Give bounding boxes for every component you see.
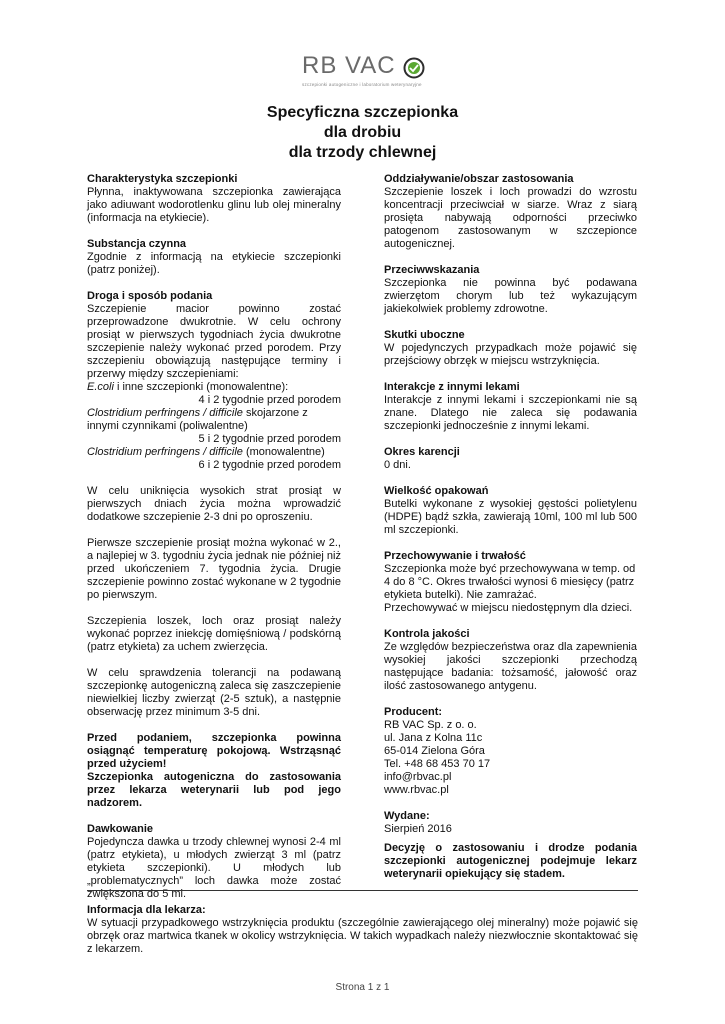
- section-heading: Informacja dla lekarza:: [87, 904, 206, 916]
- section-heading: Okres karencji: [384, 446, 460, 458]
- section-kontrola: [384, 628, 637, 693]
- section-heading: Oddziaływanie/obszar zastosowania: [384, 173, 574, 185]
- section-heading: Dawkowanie: [87, 823, 154, 835]
- producer-street: ul. Jana z Kolna 11c: [384, 732, 483, 744]
- vaccination-term: 5 i 2 tygodnie przed porodem: [198, 433, 341, 445]
- section-text: W pojedynczych przypadkach może pojawić się przejściowy obrzęk w miejscu wstrzyknięcia.: [384, 342, 637, 367]
- section-przeciwwskazania: [384, 264, 637, 316]
- section-heading: Skutki uboczne: [384, 329, 465, 341]
- section-heading: Substancja czynna: [87, 238, 187, 250]
- section-text: Płynna, inaktywowana szczepionka zawierająca jako adiuwant wodorotlenku glinu lub olej mineralny (informacja na etykiecie).: [87, 186, 341, 224]
- right-column: [384, 173, 637, 894]
- section-text: Szczepienie loszek i loch prowadzi do wzrostu koncentracji przeciwciał w siarze. Wraz z siarą prosięta nabywają odporności przeciwko patogenom zastosowanym w szczepionce autogenicznej.: [384, 186, 637, 250]
- section-wielkosc: [384, 485, 637, 537]
- title-line-1: Specyficzna szczepionka: [266, 104, 459, 121]
- warning-text: Szczepionka autogeniczna do zastosowania przez lekarza weterynarii lub pod jego nadzorem.: [87, 771, 341, 809]
- vaccination-term: 6 i 2 tygodnie przed porodem: [198, 459, 341, 471]
- issue-date: Sierpień 2016: [384, 823, 452, 835]
- section-text: 0 dni.: [384, 459, 411, 471]
- document-title: [0, 103, 725, 163]
- vaccine-type-desc: skojarzone z innymi czynnikami (poliwalentne): [87, 407, 308, 432]
- section-producent: [384, 706, 637, 797]
- section-text: Ze względów bezpieczeństwa oraz dla zapewnienia wysokiej jakości szczepionki przechodzą następujące badania: tożsamość, jałowość oraz ilość zastosowanego antygenu.: [384, 641, 637, 692]
- section-text: Szczepionka może być przechowywana w temp. od 4 do 8 °C. Okres trwałości wynosi 6 miesięcy (patrz etykieta butelki). Nie zamrażać.: [384, 563, 636, 601]
- logo-text: RB VAC: [302, 52, 396, 79]
- section-text: Zgodnie z informacją na etykiecie szczepionki (patrz poniżej).: [87, 251, 341, 276]
- section-przechowywanie: [384, 550, 637, 615]
- paragraph: Pierwsze szczepienie prosiąt można wykonać w 2., a najlepiej w 3. tygodniu życia jednak nie później niż przed ukończeniem 7. tygodnia życia. Drugie szczepienie powinno zostać wykonane w 2 tygodnie po pierwszym.: [87, 537, 341, 601]
- section-wydane: [384, 810, 637, 836]
- section-skutki: [384, 329, 637, 368]
- section-heading: Przeciwwskazania: [384, 264, 480, 276]
- section-heading: Wielkość opakowań: [384, 485, 489, 497]
- section-decyzja: [384, 842, 637, 881]
- section-droga: [87, 290, 341, 810]
- section-text: Szczepienie macior powinno zostać przeprowadzone dwukrotnie. W celu ochrony prosiąt w pierwszych tygodniach życia dwukrotne szczepienie należy wykonać przed porodem. Przy szczepieniu obowiązują następujące terminy i przerwy między szczepieniami:: [87, 303, 341, 380]
- section-heading: Droga i sposób podania: [87, 290, 213, 302]
- section-heading: Producent:: [384, 706, 443, 718]
- pathogen-name: Clostridium perfringens / difficile: [87, 407, 243, 419]
- section-text: Pojedyncza dawka u trzody chlewnej wynosi 2-4 ml (patrz etykieta), u młodych zwierząt 3 ml (patrz etykieta szczepionki). U młodych lub „problematycznych” loch dawka może zostać zwiększona do 5 ml.: [87, 836, 341, 900]
- section-heading: Charakterystyka szczepionki: [87, 173, 238, 185]
- section-substancja: [87, 238, 341, 277]
- paragraph: W celu sprawdzenia tolerancji na podawaną szczepionkę autogeniczną zaleca się zaszczepienie niewielkiej liczby zwierząt (2-5 sztuk), a następnie obserwację przez minimum 3-5 dni.: [87, 667, 341, 718]
- section-heading: Wydane:: [384, 810, 430, 822]
- producer-website: www.rbvac.pl: [384, 784, 449, 796]
- producer-phone: Tel. +48 68 453 70 17: [384, 758, 491, 770]
- producer-city: 65-014 Zielona Góra: [384, 745, 485, 757]
- divider: [87, 890, 638, 891]
- vaccine-type-2: [87, 407, 341, 433]
- paragraph: W celu uniknięcia wysokich strat prosiąt w pierwszych dniach życia można wprowadzić dodatkowe szczepienie 2-3 dni po oproszeniu.: [87, 485, 341, 523]
- producer-name: RB VAC Sp. z o. o.: [384, 719, 477, 731]
- section-heading: Przechowywanie i trwałość: [384, 550, 526, 562]
- section-karencja: [384, 446, 637, 472]
- vaccine-type-desc: (monowalentne): [242, 446, 325, 458]
- page-number: Strona 1 z 1: [335, 982, 390, 993]
- title-line-3: dla trzody chlewnej: [288, 144, 437, 161]
- company-logo: [302, 52, 432, 92]
- section-text: Przechowywać w miejscu niedostępnym dla dzieci.: [384, 602, 633, 614]
- vaccination-term: 4 i 2 tygodnie przed porodem: [198, 394, 341, 406]
- section-charakterystyka: [87, 173, 341, 225]
- vaccine-type-1: [87, 381, 341, 394]
- logo-mark-icon: [403, 57, 425, 79]
- section-text: W sytuacji przypadkowego wstrzyknięcia produktu (szczególnie zawierającego olej mineralny) może pojawić się obrzęk oraz martwica tkanek w okolicy wstrzyknięcia. W takich wypadkach należy niezwłocznie skontaktować się z lekarzem.: [87, 917, 638, 955]
- producer-email: info@rbvac.pl: [384, 771, 452, 783]
- section-interakcje: [384, 381, 637, 433]
- logo-subtitle: szczepionki autogeniczne i laboratorium weterynaryjne: [302, 82, 422, 87]
- left-column: [87, 173, 341, 914]
- warning-text: Przed podaniem, szczepionka powinna osiągnąć temperaturę pokojową. Wstrząsnąć przed użyciem!: [87, 732, 341, 770]
- section-heading: Kontrola jakości: [384, 628, 470, 640]
- section-oddzialywanie: [384, 173, 637, 251]
- pathogen-name: E.coli: [87, 381, 114, 393]
- doctor-info: [87, 904, 638, 956]
- section-text: Szczepionka nie powinna być podawana zwierzętom chorym lub też wykazującym jakiekolwiek problemy zdrowotne.: [384, 277, 637, 315]
- title-line-2: dla drobiu: [323, 124, 402, 141]
- paragraph: Szczepienia loszek, loch oraz prosiąt należy wykonać poprzez iniekcję domięśniową / podskórną (patrz etykieta) za uchem zwierzęcia.: [87, 615, 341, 653]
- vaccine-type-desc: i inne szczepionki (monowalentne):: [113, 381, 289, 393]
- section-text: Butelki wykonane z wysokiej gęstości polietylenu (HDPE) bądź szkła, zawierają 10ml, 100 ml lub 500 ml szczepionki.: [384, 498, 637, 536]
- section-heading: Interakcje z innymi lekami: [384, 381, 520, 393]
- pathogen-name: Clostridium perfringens / difficile: [87, 446, 243, 458]
- vaccine-type-3: [87, 446, 341, 459]
- decision-note: Decyzję o zastosowaniu i drodze podania szczepionki autogenicznej podejmuje lekarz weterynarii opiekujący się stadem.: [384, 842, 637, 880]
- section-text: Interakcje z innymi lekami i szczepionkami nie są znane. Dlatego nie zaleca się podawania szczepionki jednocześnie z innymi lekami.: [384, 394, 637, 432]
